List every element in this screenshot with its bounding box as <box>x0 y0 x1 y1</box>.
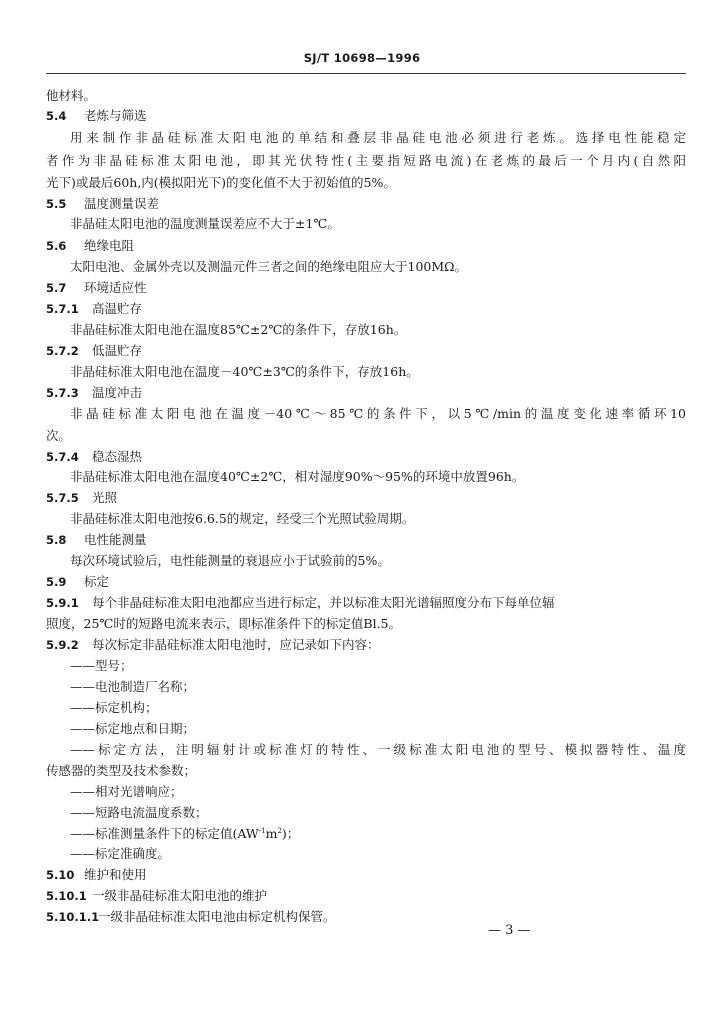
section-number: 5.8 <box>46 533 67 547</box>
section-title: 温度测量误差 <box>84 196 160 211</box>
list-item-method-line-1: ——标定方法，注明辐射计或标准灯的特性、一级标准太阳电池的型号、模拟器特性、温度 <box>70 742 686 757</box>
section-5-6-para: 太阳电池、金属外壳以及测温元件三者之间的绝缘电阻应大于100MΩ。 <box>70 259 468 274</box>
section-5-7-2-heading <box>46 343 142 359</box>
section-number: 5.9.1 <box>46 596 79 610</box>
section-5-5-heading <box>46 196 159 212</box>
section-title: 低温贮存 <box>92 343 143 358</box>
continued-text: 他材料。 <box>46 88 97 103</box>
section-title: 电性能测量 <box>84 532 147 547</box>
section-5-4-para-line-3: 光下)或最后60h,内(模拟阳光下)的变化值不大于初始值的5%。 <box>46 175 396 190</box>
section-number: 5.7.1 <box>46 302 79 316</box>
section-5-4-heading <box>46 108 147 124</box>
section-number: 5.4 <box>46 109 67 123</box>
section-text: 一级非晶硅标准太阳电池由标定机构保管。 <box>98 909 336 924</box>
section-text: 每个非晶硅标准太阳电池都应当进行标定，并以标准太阳光谱辐照度分布下每单位辐 <box>92 595 555 610</box>
section-5-7-2-para: 非晶硅标准太阳电池在温度－40℃±3℃的条件下，存放16h。 <box>70 364 419 379</box>
section-number: 5.10 <box>46 868 75 882</box>
section-text: 每次标定非晶硅标准太阳电池时，应记录如下内容： <box>92 637 380 652</box>
section-5-9-2-heading <box>46 637 380 653</box>
section-title: 绝缘电阻 <box>84 238 135 253</box>
section-5-4-para-line-2: 者作为非晶硅标准太阳电池，即其光伏特性(主要指短路电流)在老炼的最后一个月内(自然阳 <box>46 153 686 168</box>
section-title: 维护和使用 <box>84 867 147 882</box>
section-5-10-1-1-para <box>46 909 336 925</box>
section-number: 5.10.1.1 <box>46 910 100 924</box>
section-title: 老炼与筛选 <box>84 108 147 123</box>
list-item-temp-coefficient: ——短路电流温度系数； <box>70 805 208 820</box>
list-item-calibration-value <box>70 826 299 842</box>
section-5-9-heading <box>46 574 109 590</box>
section-title: 稳态湿热 <box>92 449 143 464</box>
section-5-8-para: 每次环境试验后，电性能测量的衰退应小于试验前的5%。 <box>70 553 390 568</box>
list-item-model: ——型号； <box>70 658 133 673</box>
section-5-10-heading <box>46 867 147 883</box>
section-title: 标定 <box>84 574 110 589</box>
section-5-7-1-para: 非晶硅标准太阳电池在温度85℃±2℃的条件下，存放16h。 <box>70 322 407 337</box>
header-rule <box>46 73 686 74</box>
section-number: 5.7.4 <box>46 450 79 464</box>
list-item-spectral-response: ——相对光谱响应； <box>70 784 183 799</box>
section-5-6-heading <box>46 238 134 254</box>
unit-mid: m <box>265 826 278 841</box>
calibration-value-text: ——标准测量条件下的标定值(AW <box>70 826 259 841</box>
section-5-9-1-para-line-2: 照度，25℃时的短路电流来表示，即标准条件下的标定值Bl.5。 <box>46 616 401 631</box>
section-number: 5.7.3 <box>46 386 79 400</box>
section-5-7-1-heading <box>46 301 142 317</box>
list-item-location-date: ——标定地点和日期； <box>70 721 196 736</box>
section-title: 一级非晶硅标准太阳电池的维护 <box>92 888 268 903</box>
section-5-7-5-para: 非晶硅标准太阳电池按6.6.5的规定，经受三个光照试验周期。 <box>70 511 415 526</box>
section-5-7-4-heading <box>46 449 142 465</box>
section-number: 5.7 <box>46 281 67 295</box>
section-number: 5.7.5 <box>46 491 79 505</box>
section-number: 5.10.1 <box>46 889 87 903</box>
section-title: 环境适应性 <box>84 280 147 295</box>
standard-code-header: SJ/T 10698—1996 <box>303 51 421 65</box>
section-number: 5.9.2 <box>46 638 79 652</box>
section-title: 高温贮存 <box>92 301 143 316</box>
section-5-5-para: 非晶硅太阳电池的温度测量误差应不大于±1℃。 <box>70 216 340 231</box>
section-5-10-1-heading <box>46 888 267 904</box>
section-number: 5.6 <box>46 239 67 253</box>
unit-superscript-2: 2 <box>277 826 282 835</box>
section-title: 光照 <box>92 490 118 505</box>
section-5-7-5-heading <box>46 490 117 506</box>
section-number: 5.5 <box>46 197 67 211</box>
section-5-7-3-para-line-2: 次。 <box>46 428 72 443</box>
section-5-9-1-para-line-1 <box>46 595 686 611</box>
section-number: 5.7.2 <box>46 344 79 358</box>
section-5-7-heading <box>46 280 147 296</box>
section-5-7-3-heading <box>46 385 142 401</box>
list-item-accuracy: ——标定准确度。 <box>70 846 171 861</box>
page-number: — 3 — <box>488 923 531 938</box>
unit-superscript-1: -1 <box>258 826 266 835</box>
list-item-manufacturer: ——电池制造厂名称； <box>70 679 196 694</box>
section-number: 5.9 <box>46 575 67 589</box>
section-5-7-3-para-line-1: 非晶硅标准太阳电池在温度－40℃～85℃的条件下，以5℃/min的温度变化速率循环10 <box>70 406 686 421</box>
section-title: 温度冲击 <box>92 385 143 400</box>
section-5-7-4-para: 非晶硅标准太阳电池在温度40℃±2℃，相对湿度90%～95%的环境中放置96h。 <box>70 469 525 484</box>
list-item-method-line-2: 传感器的类型及技术参数； <box>46 763 197 778</box>
list-item-calibration-agency: ——标定机构； <box>70 700 158 715</box>
unit-end: )； <box>281 826 300 841</box>
section-5-8-heading <box>46 532 147 548</box>
section-5-4-para-line-1: 用来制作非晶硅标准太阳电池的单结和叠层非晶硅电池必须进行老炼。选择电性能稳定 <box>70 130 686 145</box>
